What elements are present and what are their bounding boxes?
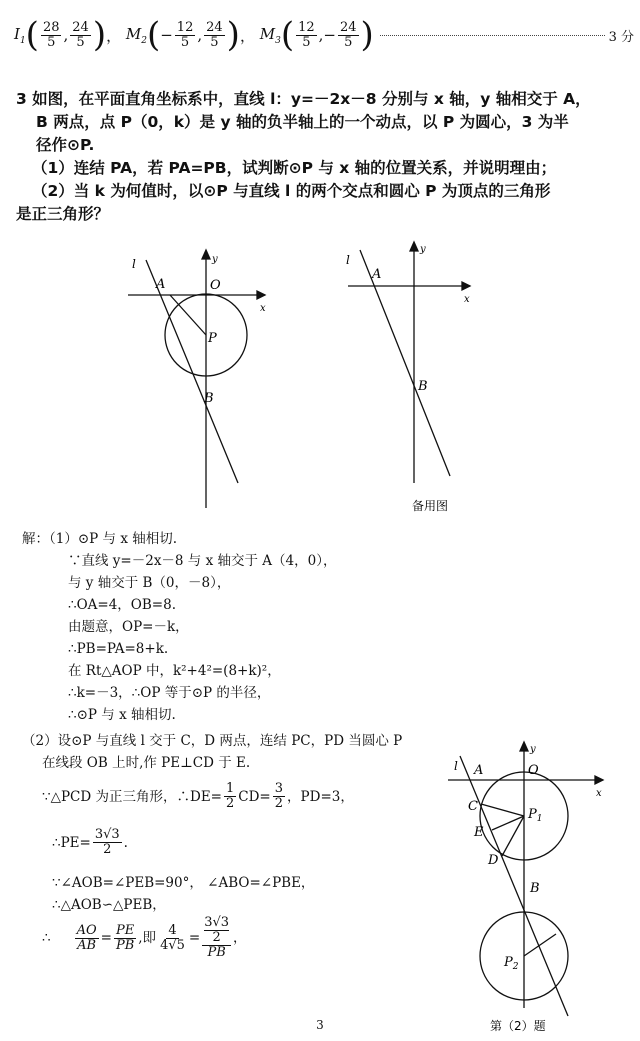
page-number: 3: [316, 1018, 324, 1032]
fig1-label-x: x: [260, 303, 266, 314]
figure-3: [438, 738, 618, 1038]
fig3-label-b: B: [530, 881, 540, 896]
line-l: [460, 756, 568, 1016]
sol-line-4: ∴OA=4，OB=8.: [68, 597, 176, 613]
fig2-label-a: A: [372, 267, 382, 282]
fig3-label-c: C: [468, 799, 478, 814]
fig3-label-p1: $P_1$: [528, 807, 543, 824]
solution-part-1: [22, 528, 442, 726]
answer-header-line: $I_1$ ( $\frac{28}{5}$ , $\frac{24}{5}$ ) ， $M_2$ ( − $\frac{12}{5}$ , $\frac{24}{5}$ ) ， $M_3$ ( $\frac{12}{5}$ ,− $\frac{24}{5}$ ) 3 分: [14, 15, 634, 55]
fig3-label-o: O: [528, 763, 539, 778]
problem-statement: [16, 88, 628, 226]
point-m2-label: $M_2$: [125, 24, 147, 46]
question-1: （1）连结 PA，若 PA=PB，试判断⊙P 与 x 轴的位置关系，并说明理由；: [32, 159, 557, 177]
m3-y-fraction: $\frac{24}{5}$: [339, 19, 357, 50]
fig1-label-o: O: [210, 278, 221, 293]
segment-p1c: [481, 804, 524, 816]
fig1-label-l: l: [132, 257, 136, 271]
sol-line-13: ∴PE= $\frac{3√3}{2}$ .: [52, 827, 128, 857]
question-2-line-2: 是正三角形？: [16, 205, 110, 223]
fig3-label-y: y: [530, 744, 536, 755]
fig3-label-d: D: [488, 853, 499, 868]
sol-line-16: ∴ $\frac{AO}{AB}$ = $\frac{PE}{PB}$ ,即 $\frac{4}{4√5}$ = 3√3 2 PB ，: [42, 915, 247, 960]
sol-line-5: 由题意，OP=－k，: [68, 619, 189, 635]
solution-part-3: [52, 872, 452, 916]
line-l: [360, 250, 450, 476]
segment-p1d: [502, 816, 524, 856]
segment-pa: [170, 295, 206, 335]
question-2-line-1: （2）当 k 为何值时，以⊙P 与直线 l 的两个交点和圆心 P 为顶点的三角形: [32, 182, 551, 200]
m3-x-fraction: $\frac{12}{5}$: [298, 19, 315, 50]
i1-y-fraction: $\frac{24}{5}$: [72, 19, 89, 50]
fig3-label-e: E: [474, 825, 484, 840]
fig3-caption: 第（2）题: [490, 1019, 546, 1033]
leader-dots: [380, 35, 605, 36]
fig1-label-b: B: [204, 391, 214, 406]
solution-part-2: [22, 730, 442, 774]
sol-line-12: ∵△PCD 为正三角形，∴DE= $\frac{1}{2}$ CD= $\frac{3}{2}$ ，PD=3，: [42, 781, 354, 811]
m2-y-fraction: $\frac{24}{5}$: [206, 19, 223, 50]
sol-line-7: 在 Rt△AOP 中，k²+4²=(8+k)²，: [68, 663, 281, 679]
sol-line-14: ∵∠AOB=∠PEB=90°， ∠ABO=∠PBE，: [52, 875, 315, 891]
problem-line-1: 3 如图，在平面直角坐标系中，直线 l：y=－2x－8 分别与 x 轴，y 轴相交于 A，: [16, 90, 591, 108]
segment-p1e: [492, 816, 524, 830]
fig2-label-y: y: [420, 244, 426, 255]
i1-x-fraction: $\frac{28}{5}$: [42, 19, 60, 50]
m2-x-fraction: $\frac{12}{5}$: [176, 19, 194, 50]
score-label: 3 分: [608, 29, 634, 45]
figure-1: [110, 238, 280, 518]
figure-2: [330, 238, 500, 528]
point-i1-label: $I_1$: [14, 24, 26, 46]
problem-line-2: B 两点，点 P（0，k）是 y 轴的负半轴上的一个动点，以 P 为圆心，3 为半: [36, 113, 569, 131]
sol-line-6: ∴PB=PA=8+k.: [68, 641, 169, 657]
fig2-label-x: x: [464, 294, 470, 305]
fig3-label-l: l: [454, 759, 458, 773]
fig2-label-l: l: [346, 253, 350, 267]
fig3-label-x: x: [596, 788, 602, 799]
sol-line-11: 在线段 OB 上时,作 PE⊥CD 于 E.: [42, 755, 251, 771]
sol-line-10: （2）设⊙P 与直线 l 交于 C，D 两点，连结 PC，PD 当圆心 P: [22, 733, 403, 749]
sol-line-3: 与 y 轴交于 B（0，－8），: [68, 575, 231, 591]
sol-line-8: ∴k=－3，∴OP 等于⊙P 的半径，: [68, 685, 271, 701]
problem-line-3: 径作⊙P.: [36, 136, 95, 154]
segment-p2-radius: [524, 934, 556, 956]
fig1-label-y: y: [212, 254, 218, 265]
fig3-label-a: A: [474, 763, 484, 778]
fig3-label-p2: $P_2$: [504, 955, 519, 972]
fig1-label-a: A: [156, 277, 166, 292]
fig2-caption: 备用图: [412, 499, 449, 513]
fig1-label-p: P: [208, 331, 217, 346]
sol-line-1: 解：（1）⊙P 与 x 轴相切.: [22, 531, 178, 547]
fig2-label-b: B: [418, 379, 428, 394]
sol-line-9: ∴⊙P 与 x 轴相切.: [68, 707, 176, 723]
sol-line-2: ∵直线 y=－2x－8 与 x 轴交于 A（4，0），: [68, 553, 337, 569]
point-m3-label: $M_3$: [259, 24, 281, 46]
sol-line-15: ∴△AOB∽△PEB，: [52, 897, 166, 913]
